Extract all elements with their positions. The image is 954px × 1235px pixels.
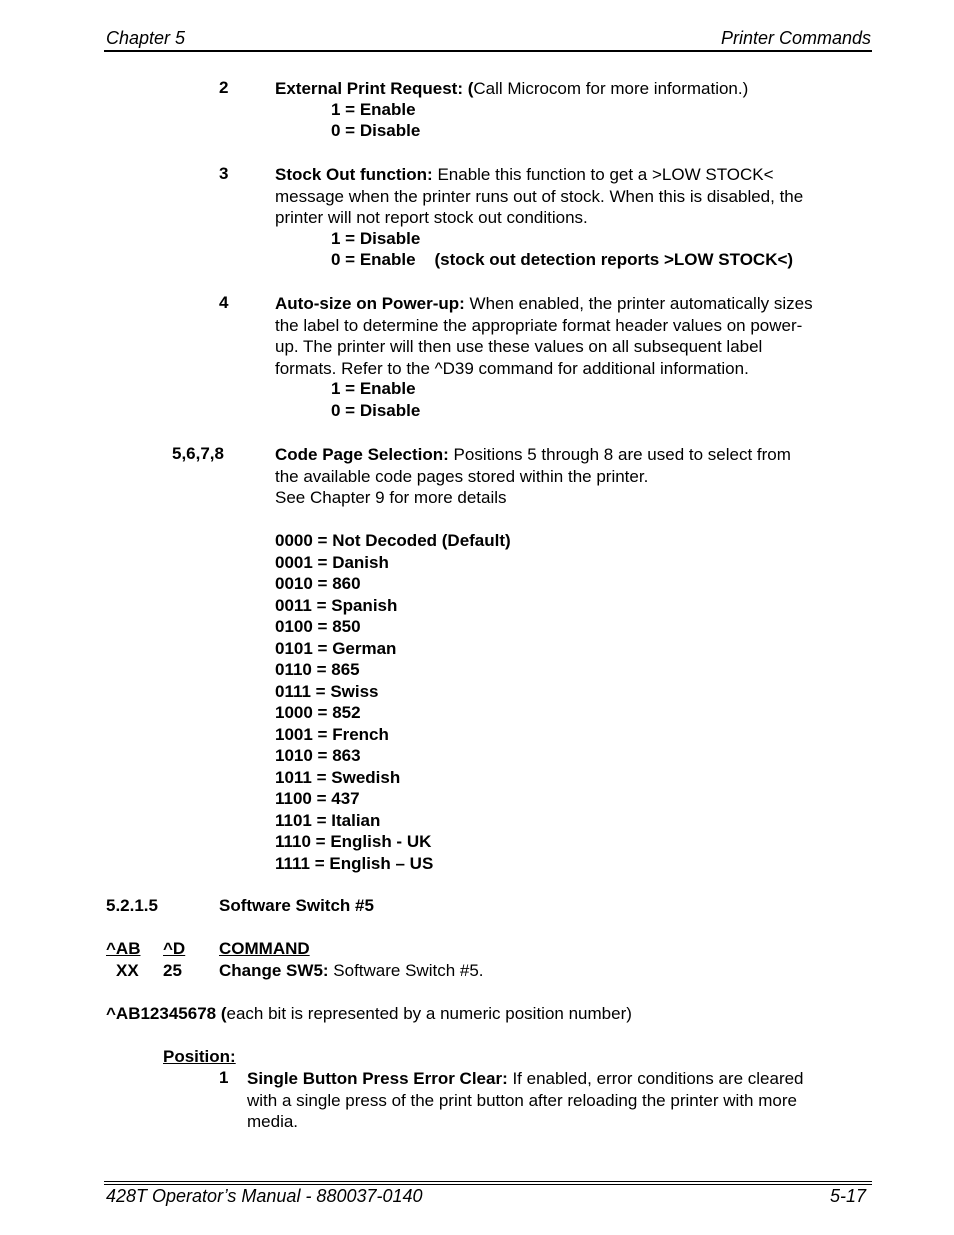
code-page-item: 0110 = 865 [275,660,360,679]
item-text-line: When enabled, the printer automatically sizes [464,294,813,313]
position-text-line: If enabled, error conditions are cleared [507,1069,804,1088]
command-text: Software Switch #5. [328,961,484,980]
code-page-item: 0011 = Spanish [275,595,398,615]
option-line: 0 = Disable [331,121,421,140]
code-page-item: 1100 = 437 [275,789,360,808]
position-description [247,1068,804,1133]
section-number: 5.2.1.5 [106,896,158,915]
ab-bits-code: ^AB12345678 ( [106,1004,227,1023]
code-page-item: 1010 = 863 [275,746,361,765]
code-page-item: 0000 = Not Decoded (Default) [275,531,511,550]
option-line: 1 = Enable [331,379,416,398]
code-page-item: 0111 = Swiss [275,681,379,701]
table-cell-d: 25 [163,961,182,980]
header-rule [104,50,872,52]
code-page-item: 0010 = 860 [275,574,361,593]
code-page-item: 1011 = Swedish [275,767,401,787]
footer-rule-2 [104,1184,872,1185]
footer-rule [104,1181,872,1182]
option-line: 1 = Enable [331,100,416,119]
item-number: 2 [219,78,229,97]
item-text-line: the label to determine the appropriate format header values on power- [275,315,803,335]
item-description [275,444,791,509]
item-text-line: Enable this function to get a >LOW STOCK< [432,165,774,184]
position-label: Position: [163,1047,236,1066]
code-page-item: 1101 = Italian [275,810,381,830]
item-text-line: See Chapter 9 for more details [275,488,507,507]
item-number: 3 [219,164,229,183]
item-text-line: Positions 5 through 8 are used to select from [448,445,791,464]
option-line: 0 = Enable (stock out detection reports >LOW STOCK<) [331,250,794,269]
table-header-d: ^D [163,939,186,958]
table-header-ab: ^AB [106,939,141,958]
section-title: Software Switch #5 [219,896,374,915]
code-page-item: 0100 = 850 [275,617,361,636]
item-title: Auto-size on Power-up: [275,294,465,313]
item-text-line: message when the printer runs out of stock. When this is disabled, the [275,186,804,206]
item-number: 4 [219,293,229,312]
item-title: Stock Out function: [275,165,433,184]
item-title: Code Page Selection: [275,445,449,464]
position-text-line: with a single press of the print button after reloading the printer with more [247,1090,797,1110]
code-page-item: 1000 = 852 [275,703,361,722]
item-text-line: the available code pages stored within the printer. [275,466,649,486]
code-page-item: 1111 = English – US [275,853,434,873]
option-line: 1 = Disable [331,229,421,248]
item-description [275,78,748,100]
item-text-line: formats. Refer to the ^D39 command for additional information. [275,358,749,378]
command-name: Change SW5: [219,961,329,980]
item-title: External Print Request: ( [275,79,474,98]
code-page-item: 1001 = French [275,724,389,744]
item-number: 5,6,7,8 [172,444,224,463]
ab-bits-text: each bit is represented by a numeric position number) [226,1004,632,1023]
code-page-item: 1110 = English - UK [275,832,432,851]
footer-page-number: 5-17 [829,1186,866,1206]
table-header-command: COMMAND [219,939,310,958]
code-page-item: 0001 = Danish [275,552,389,572]
item-description [275,293,813,379]
table-cell-ab: XX [116,961,139,980]
position-number: 1 [219,1068,229,1087]
code-page-list [275,530,511,874]
item-description [275,164,803,229]
position-title: Single Button Press Error Clear: [247,1069,508,1088]
table-cell-command [219,961,484,981]
footer-manual-title: 428T Operator’s Manual - 880037-0140 [106,1186,423,1206]
position-text-line: media. [247,1112,299,1131]
option-line: 0 = Disable [331,401,421,420]
header-chapter: Chapter 5 [106,28,186,48]
code-page-item: 0101 = German [275,638,397,658]
item-text-line: printer will not report stock out conditions. [275,208,588,227]
header-section-title: Printer Commands [720,28,871,48]
item-text-line: up. The printer will then use these values on all subsequent label [275,337,763,356]
item-text-line: Call Microcom for more information.) [473,79,749,98]
ab-bits-line [106,1004,632,1024]
